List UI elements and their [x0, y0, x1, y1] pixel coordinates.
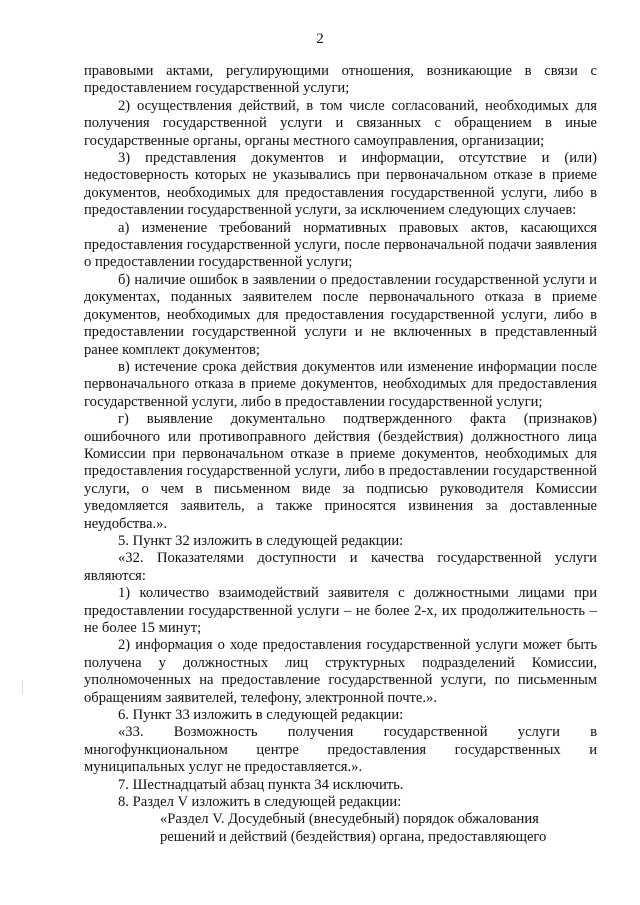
page-number: 2 [316, 31, 324, 47]
paragraph-continuation: правовыми актами, регулирующими отношения, возникающие в связи с предоставлением государственной услуги; [84, 63, 597, 97]
paragraph-clause-32-item-2: 2) информация о ходе предоставления государственной услуги может быть получена у должностных лиц структурных подразделений Комиссии, уполномоченных на предоставление государственной услуги, по письменным обращениям заявителей, телефону, электронной почте.». [84, 637, 597, 706]
paragraph-subitem-v: в) истечение срока действия документов или изменение информации после первоначального отказа в приеме документов, необходимых для предоставления государственной услуги, либо в предоставлении государственной услуги; [84, 358, 597, 410]
paragraph-point-6: 6. Пункт 33 изложить в следующей редакции: [118, 707, 404, 724]
paragraph-clause-33: «33. Возможность получения государственной услуги в многофункциональном центре предоставления государственных и муниципальных услуг не предоставляется.». [84, 724, 597, 776]
paragraph-clause-32-item-1: 1) количество взаимодействий заявителя с должностными лицами при предоставлении государственной услуги – не более 2-х, их продолжительность – не более 15 минут; [84, 585, 597, 636]
margin-mark [22, 680, 23, 694]
paragraph-clause-32: «32. Показателями доступности и качества государственной услуги являются: [84, 550, 597, 584]
paragraph-subitem-b: б) наличие ошибок в заявлении о предоставлении государственной услуги и документах, поданных заявителем после первоначального отказа в приеме документов, необходимых для предоставления государственной услуги, либо в предоставлении государственной услуги и не включенных в представленный ранее комплект документов; [84, 271, 597, 358]
paragraph-subitem-g: г) выявление документально подтвержденного факта (признаков) ошибочного или противоправного действия (бездействия) должностного лица Комиссии при первоначальном отказе в приеме документов, необходимых для предоставления государственной услуги, либо в предоставлении государственной услуги, о чем в письменном виде за подписью руководителя Комиссии уведомляется заявитель, а также приносятся извинения за доставленные неудобства.». [84, 411, 597, 532]
document-body [84, 63, 597, 846]
paragraph-point-5: 5. Пункт 32 изложить в следующей редакции: [118, 532, 404, 549]
paragraph-point-8: 8. Раздел V изложить в следующей редакции: [118, 794, 402, 811]
paragraph-point-7: 7. Шестнадцатый абзац пункта 34 исключить. [118, 776, 404, 793]
paragraph-subitem-a: а) изменение требований нормативных правовых актов, касающихся предоставления государственной услуги, после первоначальной подачи заявления о предоставлении государственной услуги; [84, 219, 597, 271]
paragraph-item-2: 2) осуществления действий, в том числе согласований, необходимых для получения государственной услуги и связанных с обращением в иные государственные органы, органы местного самоуправления, организации; [84, 97, 597, 149]
section-v-heading: «Раздел V. Досудебный (внесудебный) порядок обжалования решений и действий (бездействия) органа, предоставляющего [160, 811, 547, 845]
paragraph-item-3: 3) представления документов и информации, отсутствие и (или) недостоверность которых не указывались при первоначальном отказе в приеме документов, необходимых для предоставления государственной услуги, либо в предоставлении государственной услуги, за исключением следующих случаев: [84, 150, 597, 219]
